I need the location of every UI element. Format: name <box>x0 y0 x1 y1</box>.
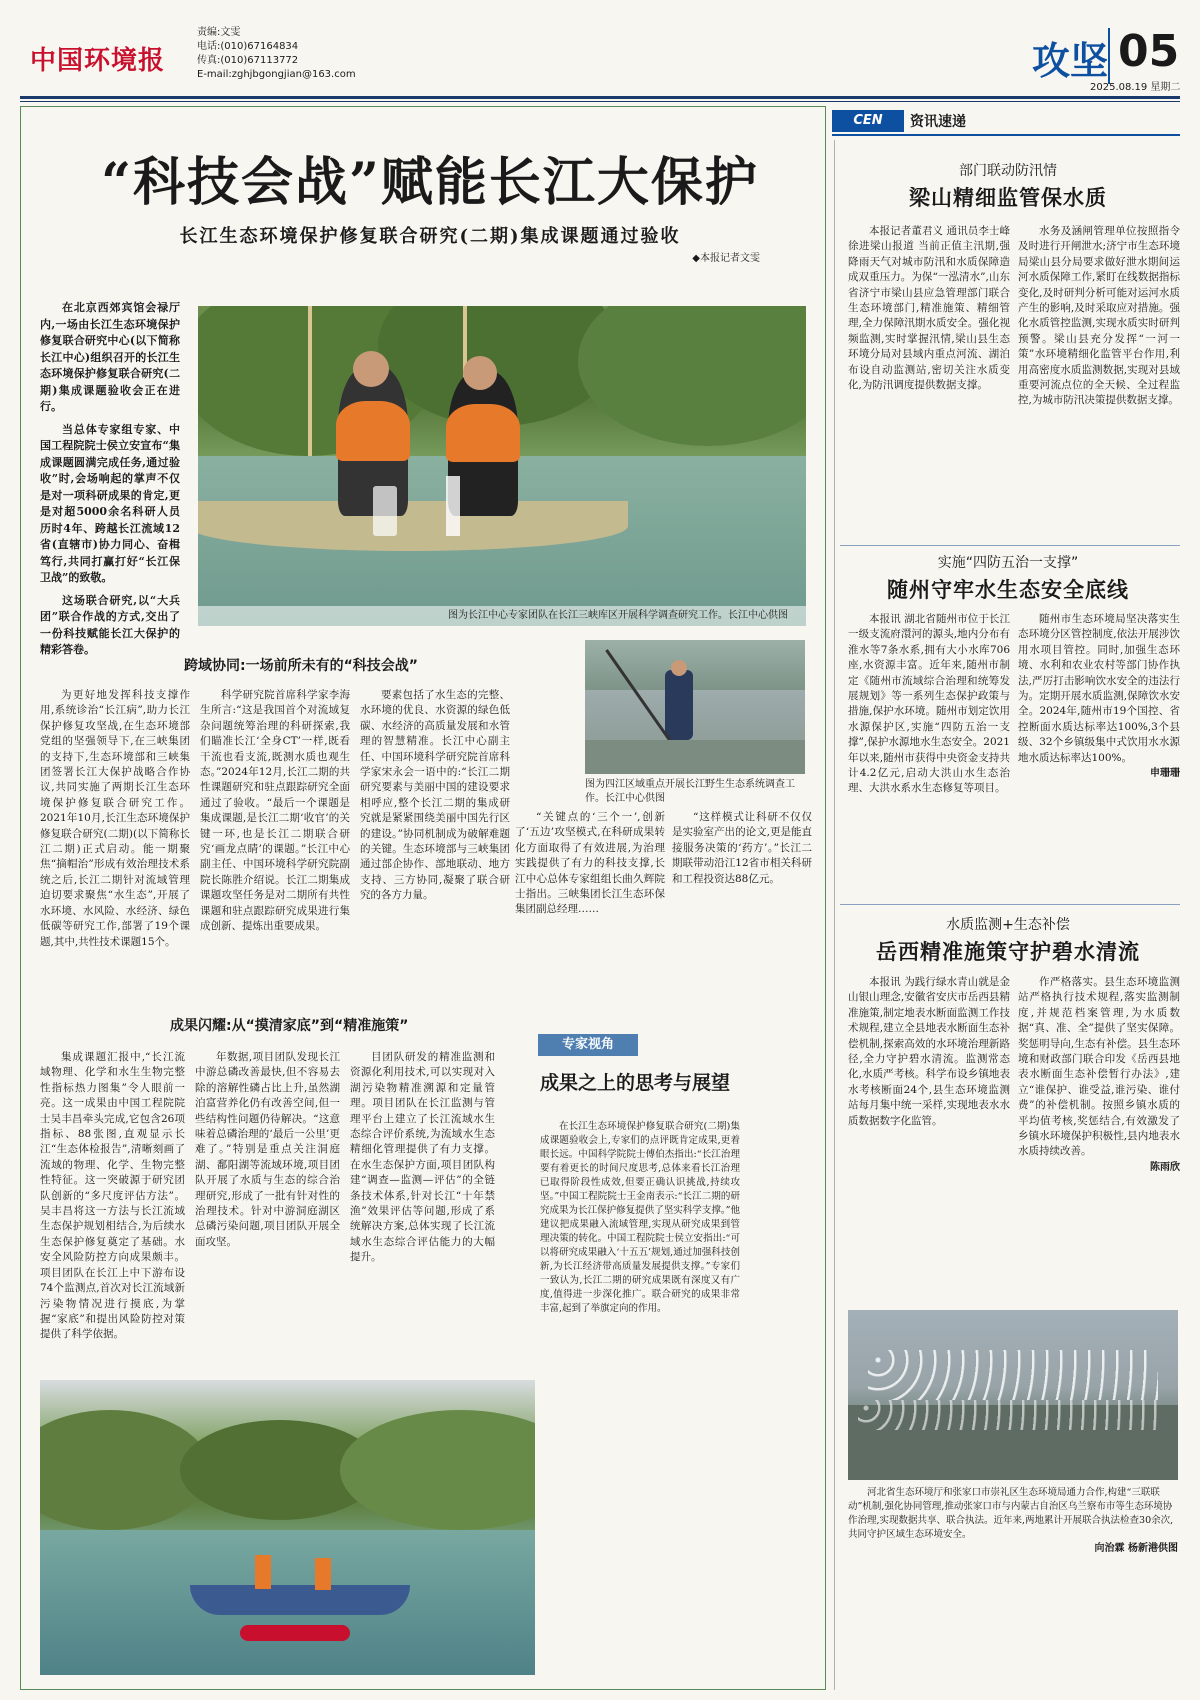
birds-photo-caption <box>848 1486 1178 1686</box>
lead-column <box>515 810 665 1010</box>
contact-editor: 责编:文雯 <box>197 27 241 38</box>
body-paragraph: 要素包括了水生态的完整、水环境的优良、水资源的绿色低碳、水经济的高质量发展和水管理的智慧精准。长江中心副主任、中国环境科学研究院首席科学家宋永会一语中的:“长江二期研究要素与美丽中国的建设要求相呼应,整个长江二期的集成研究就是紧紧围绕美丽中国先行区的建设。”协同机制成为破解难题的关键。生态环境部与三峡集团通过部企协作、部地联动、地方支持、三方协同,凝聚了联合研究的各方力量。 <box>360 689 510 902</box>
story-column <box>848 612 1010 930</box>
lead-intro <box>40 300 180 665</box>
contact-fax: 传真:(010)67113772 <box>197 55 299 66</box>
body-paragraph: 为更好地发挥科技支撑作用,系统诊治“长江病”,助力长江保护修复攻坚战,在生态环境部党组的坚强领导下,在三峡集团的支持下,生态环境部和三峡集团签署长江大保护战略合作协议,共同实施了两期长江生态环境保护修复联合研究工作。2021年10月,长江生态环境保护修复联合研究(二期)(以下简称长江二期)正式启动。能一期聚焦“摘帽治”形成有效治理技术系统之后,长江二期针对流域管理迫切要求聚焦“水生态”,开展了水环境、水风险、水经济、绿色低碳等研究工作,部署了19个课题,其中,共性技术课题15个。 <box>40 689 190 948</box>
body-paragraph: 集成课题汇报中,“长江流域物理、化学和水生生物完整性指标热力图集”令人眼前一亮。这一成果由中国工程院院士吴丰昌牵头完成,它包含26项指标、88张图,直观显示长江“生态体检报告”,清晰刻画了流域的物理、化学、生物完整性特征。这一突破源于研究团队创新的“多尺度评估方法”。吴丰昌将这一方法与长江流域生态保护规划相结合,为后续水生态保护修复奠定了基础。水安全风险防控方向成果颇丰。项目团队在长江上中下游布设74个监测点,首次对长江流域新污染物情况进行摸底,为掌握“家底”和提出风险防控对策提供了科学依据。 <box>40 1051 185 1341</box>
story-column <box>1018 224 1180 536</box>
body-paragraph: “这样模式让科研不仅仅是实验室产出的论文,更是能直接服务决策的‘药方’。”长江二期联带动沿江12省市相关科研和工程投资达88亿元。 <box>672 811 812 885</box>
body-paragraph: 在长江生态环境保护修复联合研究(二期)集成课题验收会上,专家们的点评既肯定成果,更着眼长远。中国科学院院士傅伯杰指出:“长江治理要有着更长的时间尺度思考,总体来看长江治理已取得阶段性成效,但要正确认识挑战,持续攻坚。”中国工程院院士王金南表示:“长江二期的研究成果为长江保护修复提供了坚实科学支撑。”他建议把成果融入流域管理,实现从研究成果到管理决策的转化。中国工程院院士侯立安指出:“可以将研究成果融入‘十五五’规划,通过加强科技创新,为长江经济带高质量发展提供支撑。”专家们一致认为,长江二期的研究成果既有深度又有广度,值得进一步深化推广。联合研究的成果非常丰富,起到了举旗定向的作用。 <box>540 1121 740 1314</box>
story-kicker: 部门联动防汛情 <box>959 163 1057 179</box>
bottom-photo <box>40 1380 535 1675</box>
lead-column <box>200 688 350 1010</box>
story-column <box>1018 612 1180 930</box>
secondary-photo-caption: 图为四江区域重点开展长江野生生态系统调查工作。长江中心供图 <box>585 779 795 804</box>
intro-paragraph: 这场联合研究,以“大兵团”联合作战的方式,交出了一份科技赋能长江大保护的精彩答卷。 <box>40 593 180 656</box>
masthead-logo: 中国环境报 <box>30 46 166 76</box>
publication-date: 2025.08.19 星期二 <box>1090 82 1181 93</box>
section-subhead: 跨域协同:一场前所未有的“科技会战” <box>184 658 419 674</box>
lead-photo <box>198 306 806 626</box>
page-number: 05 <box>1118 26 1180 77</box>
body-paragraph: 本报讯 为践行绿水青山就是金山银山理念,安徽省安庆市岳西县精准施策,制定地表水断面监测工作技术规程,建立全县地表水断面生态补偿机制,探索高效的水环境治理新路径,全力守护碧水清流。监测常态化,水质严考核。科学布设乡镇地表水考核断面24个,县生态环境监测站每月集中统一采样,实现地表水水质数据数字化监管。 <box>848 976 1010 1127</box>
caption-text: 河北省生态环境厅和张家口市崇礼区生态环境局通力合作,构建“三联联动”机制,强化协同管理,推动张家口市与内蒙古自治区乌兰察布市等生态环境协作治理,实现数据共享、联合执法。近年来,两地累计开展联合执法检查30余次,共同守护区域生态环境安全。 <box>848 1487 1174 1540</box>
cen-logo: CEN <box>832 110 904 132</box>
body-paragraph: 目团队研发的精准监测和资源化利用技术,可以实现对入湖污染物精准溯源和定量管理。项目团队在长江监测与管理平台上建立了长江流域水生态综合评价系统,为流域水生态精细化管理提供了有力支撑。在水生态保护方面,项目团队构建“调查—监测—评估”的全链条技术体系,针对长江“十年禁渔”效果评估等问题,形成了系统解决方案,总体实现了长江流域水生态综合评估能力的大幅提升。 <box>350 1051 495 1264</box>
lead-column <box>360 688 510 1010</box>
lead-headline: “科技会战”赋能长江大保护 <box>101 152 759 213</box>
story-author: 陈雨欣 <box>1150 1161 1180 1173</box>
birds-photo <box>848 1310 1178 1480</box>
lead-photo-caption: 图为长江中心专家团队在长江三峡库区开展科学调查研究工作。长江中心供图 <box>198 606 806 626</box>
story-column <box>848 224 1010 536</box>
lead-column <box>195 1050 340 1360</box>
section-label: 攻坚 <box>1032 38 1109 83</box>
story-kicker: 水质监测+生态补偿 <box>946 917 1070 933</box>
body-paragraph: 本报记者董君义 通讯员李士峰 徐进梁山报道 当前正值主汛期,强降雨天气对城市防汛和水质保障造成双重压力。为保“一泓清水”,山东省济宁市梁山县应急管理部门联合生态环境部门,精准施策、精细管理,全力保障汛期水质安全。强化视频监测,实时掌握汛情,梁山县生态环境分局对县域内重点河流、湖泊布设自动监测站,密切关注水质变化,为防汛调度提供数据支撑。 <box>848 225 1010 392</box>
story-author: 申珊珊 <box>1150 768 1180 780</box>
lead-column <box>672 810 812 1010</box>
contact-phone: 电话:(010)67164834 <box>197 41 299 52</box>
body-paragraph: 科学研究院首席科学家李海生所言:“这是我国首个对流域复杂问题统筹治理的科研探索,我们瞄准长江‘全身CT’一样,既看干流也看支流,既测水质也观生态。”2024年12月,长江二期的共性课题研究和驻点跟踪研究全面通过了验收。“最后一个课题是集成课题,是长江二期‘收官’的关键一环,也是长江二期联合研究‘画龙点睛’的课题。”长江中心副主任、中国环境科学研究院副院长陈胜介绍说。长江二期集成课题攻坚任务是对二期所有共性课题和驻点跟踪研究成果进行集成创新、提炼出重要成果。 <box>200 689 350 933</box>
body-paragraph: 水务及涵闸管理单位按照指令及时进行开闸泄水;济宁市生态环境局梁山县分局要求做好泄水期间运河水质保障工作,紧盯在线数据指标变化,及时研判分析可能对运河水质产生的影响,及时采取应对措施。强化水质管控监测,实现水质实时研判预警。梁山县充分发挥“一河一策”水环境精细化监管平台作用,利用高密度水质监测数据,实现对县域重要河流点位的全天候、全过程监控,为城市防汛决策提供数据支撑。 <box>1018 225 1180 407</box>
header-divider <box>1108 28 1110 84</box>
body-paragraph: 本报讯 湖北省随州市位于长江一级支流府澴河的源头,地内分布有淮水等7条水系,拥有大小水库706座,水资源丰富。近年来,随州市制定《随州市流域综合治理和统筹发展规划》等一系列生态保护政策与措施,保护水环境。随州市划定饮用水源保护区,实施“四防五治一支撑”,保护水源地水生态安全。2021年以来,随州市获得中央资金支持共计4.2亿元,启动大洪山水生态治理、大洪水系水生态修复等项目。 <box>848 613 1010 795</box>
story-column <box>848 975 1010 1295</box>
body-paragraph: 年数据,项目团队发现长江中游总磷改善最快,但不容易去除的溶解性磷占比上升,虽然湖泊富营养化仍有改善空间,但一些结构性问题仍待解决。“这意味着总磷治理的‘最后一公里’更难了。”特别是重点关注洞庭湖、鄱阳湖等流域环境,项目团队开展了水质与生态的综合治理研究,形成了一批有针对性的治理技术。针对中游洞庭湖区总磷污染问题,项目团队开展全面攻坚。 <box>195 1051 340 1248</box>
news-digest-label: 资讯速递 <box>910 114 966 130</box>
lead-column <box>350 1050 495 1360</box>
photo-author: 向治霖 杨新港供图 <box>1094 1543 1178 1554</box>
body-paragraph: “关键点的‘三个一’,创新了‘五边’攻坚模式,在科研成果转化方面取得了有效进展,为治理实践提供了有力的科技支撑,长江中心总体专家组组长曲久辉院士指出。三峡集团长江生态环保集团副总经理…… <box>515 811 665 916</box>
column-rule <box>834 140 835 1690</box>
body-paragraph: 作严格落实。县生态环境监测站严格执行技术规程,落实监测制度,并规范档案管理,为水质数据“真、准、全”提供了坚实保障。奖惩明导向,生态有补偿。县生态环境和财政部门联合印发《岳西县地表水断面生态补偿暂行办法》,建立“谁保护、谁受益,谁污染、谁付费”的补偿机制。按照乡镇水质的平均值考核,奖惩结合,有效激发了乡镇水环境保护积极性,县内地表水水质持续改善。 <box>1018 976 1180 1158</box>
story-title: 梁山精细监管保水质 <box>909 185 1107 210</box>
section-subhead: 成果闪耀:从“摸清家底”到“精准施策” <box>170 1018 409 1034</box>
story-divider <box>840 545 1180 546</box>
expert-tag: 专家视角 <box>538 1034 638 1056</box>
lead-subheadline: 长江生态环境保护修复联合研究(二期)集成课题通过验收 <box>179 226 681 247</box>
expert-title: 成果之上的思考与展望 <box>540 1072 731 1094</box>
lead-column <box>40 688 190 1010</box>
lead-byline: ◆本报记者文雯 <box>692 253 760 264</box>
story-divider <box>840 904 1180 905</box>
intro-paragraph: 当总体专家组专家、中国工程院院士侯立安宣布“集成课题圆满完成任务,通过验收”时,会场响起的掌声不仅是对一项科研成果的肯定,更是对超5000余名科研人员历时4年、跨越长江流域12省(直辖市)协力同心、奋楫笃行,共同打赢打好“长江保卫战”的致敬。 <box>40 422 180 584</box>
header-rule <box>20 96 1180 99</box>
expert-text <box>540 1120 740 1450</box>
contact-email: E-mail:zghjbgongjian@163.com <box>197 69 356 80</box>
story-title: 岳西精准施策守护碧水清流 <box>876 939 1140 964</box>
secondary-photo <box>585 640 805 774</box>
news-digest-rule <box>832 134 1180 136</box>
intro-paragraph: 在北京西郊宾馆会禄厅内,一场由长江生态环境保护修复联合研究中心(以下简称长江中心)组织召开的长江生态环境保护修复联合研究(二期)集成课题验收会正在进行。 <box>40 301 180 413</box>
story-title: 随州守牢水生态安全底线 <box>887 577 1129 602</box>
contact-block <box>197 26 356 82</box>
story-kicker: 实施“四防五治一支撑” <box>937 555 1079 571</box>
body-paragraph: 随州市生态环境局坚决落实生态环境分区管控制度,依法开展涉饮用水项目管控。同时,加强生态环境、水利和农业农村等部门协作执法,严厉打击影响饮水安全的违法行为。定期开展水质监测,保障饮水安全。2024年,随州市19个国控、省控断面水质达标率达100%,3个县级、32个乡镇级集中式饮用水水源地水质达标率达100%。 <box>1018 613 1180 764</box>
story-column <box>1018 975 1180 1295</box>
lead-column <box>40 1050 185 1360</box>
header-rule-thin <box>20 101 1180 102</box>
